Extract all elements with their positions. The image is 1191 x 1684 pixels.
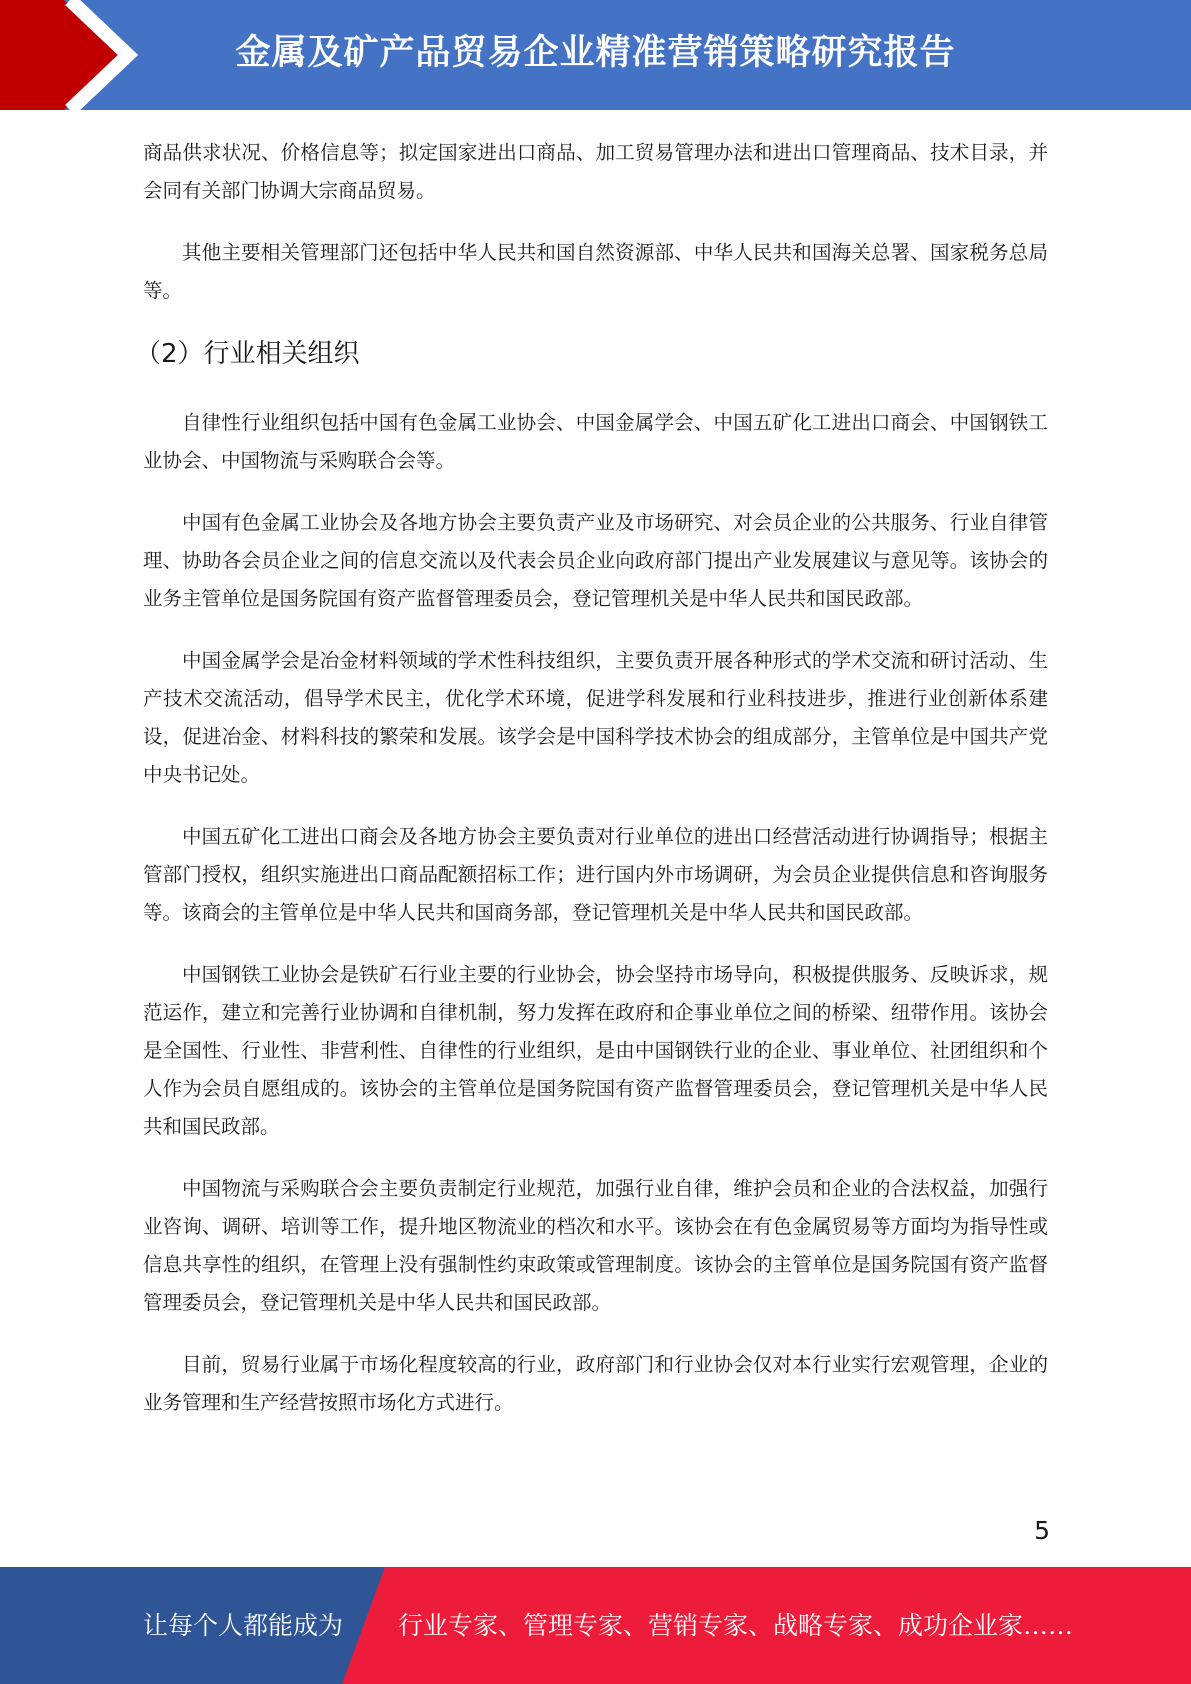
paragraph-self-regulatory-orgs: 自律性行业组织包括中国有色金属工业协会、中国金属学会、中国五矿化工进出口商会、中国钢铁工业协会、中国物流与采购联合会等。 [143,411,1048,472]
page-header [0,0,1191,110]
paragraph-nonferrous-association: 中国有色金属工业协会及各地方协会主要负责产业及市场研究、对会员企业的公共服务、行业自律管理、协助各会员企业之间的信息交流以及代表会员企业向政府部门提出产业发展建议与意见等。该协会的业务主管单位是国务院国有资产监督管理委员会，登记管理机关是中华人民共和国民政部。 [143,511,1048,610]
paragraph-continued: 商品供求状况、价格信息等；拟定国家进出口商品、加工贸易管理办法和进出口管理商品、技术目录，并会同有关部门协调大宗商品贸易。 [143,141,1048,202]
footer-slogan: 让每个人都能成为 [143,1611,344,1640]
header-chevron-decoration [0,0,160,110]
paragraph-other-departments: 其他主要相关管理部门还包括中华人民共和国自然资源部、中华人民共和国海关总署、国家税务总局等。 [143,241,1048,302]
section-heading: （2）行业相关组织 [135,339,360,369]
paragraph-metals-society: 中国金属学会是冶金材料领域的学术性科技组织，主要负责开展各种形式的学术交流和研讨活动、生产技术交流活动，倡导学术民主，优化学术环境，促进学科发展和行业科技进步，推进行业创新体系建设，促进冶金、材料科技的繁荣和发展。该学会是中国科学技术协会的组成部分，主管单位是中国共产党中央书记处。 [143,649,1048,786]
report-title: 金属及矿产品贸易企业精准营销策略研究报告 [235,33,956,73]
paragraph-conclusion: 目前，贸易行业属于市场化程度较高的行业，政府部门和行业协会仅对本行业实行宏观管理，企业的业务管理和生产经营按照市场化方式进行。 [143,1353,1048,1414]
main-content [135,134,1048,1446]
paragraph-minmetals-chamber: 中国五矿化工进出口商会及各地方协会主要负责对行业单位的进出口经营活动进行协调指导；根据主管部门授权，组织实施进出口商品配额招标工作；进行国内外市场调研，为会员企业提供信息和咨询服务等。该商会的主管单位是中华人民共和国商务部，登记管理机关是中华人民共和国民政部。 [143,825,1048,924]
paragraph-logistics-federation: 中国物流与采购联合会主要负责制定行业规范，加强行业自律，维护会员和企业的合法权益，加强行业咨询、调研、培训等工作，提升地区物流业的档次和水平。该协会在有色金属贸易等方面均为指导性或信息共享性的组织，在管理上没有强制性约束政策或管理制度。该协会的主管单位是国务院国有资产监督管理委员会，登记管理机关是中华人民共和国民政部。 [143,1177,1048,1314]
paragraph-steel-association: 中国钢铁工业协会是铁矿石行业主要的行业协会，协会坚持市场导向，积极提供服务、反映诉求，规范运作，建立和完善行业协调和自律机制，努力发挥在政府和企事业单位之间的桥梁、纽带作用。该协会是全国性、行业性、非营利性、自律性的行业组织，是由中国钢铁行业的企业、事业单位、社团组织和个人作为会员自愿组成的。该协会的主管单位是国务院国有资产监督管理委员会，登记管理机关是中华人民共和国民政部。 [143,963,1048,1138]
footer-tagline: 行业专家、管理专家、营销专家、战略专家、成功企业家…… [398,1611,1074,1640]
page-footer [0,1567,1191,1684]
page-number: 5 [1034,1516,1050,1545]
